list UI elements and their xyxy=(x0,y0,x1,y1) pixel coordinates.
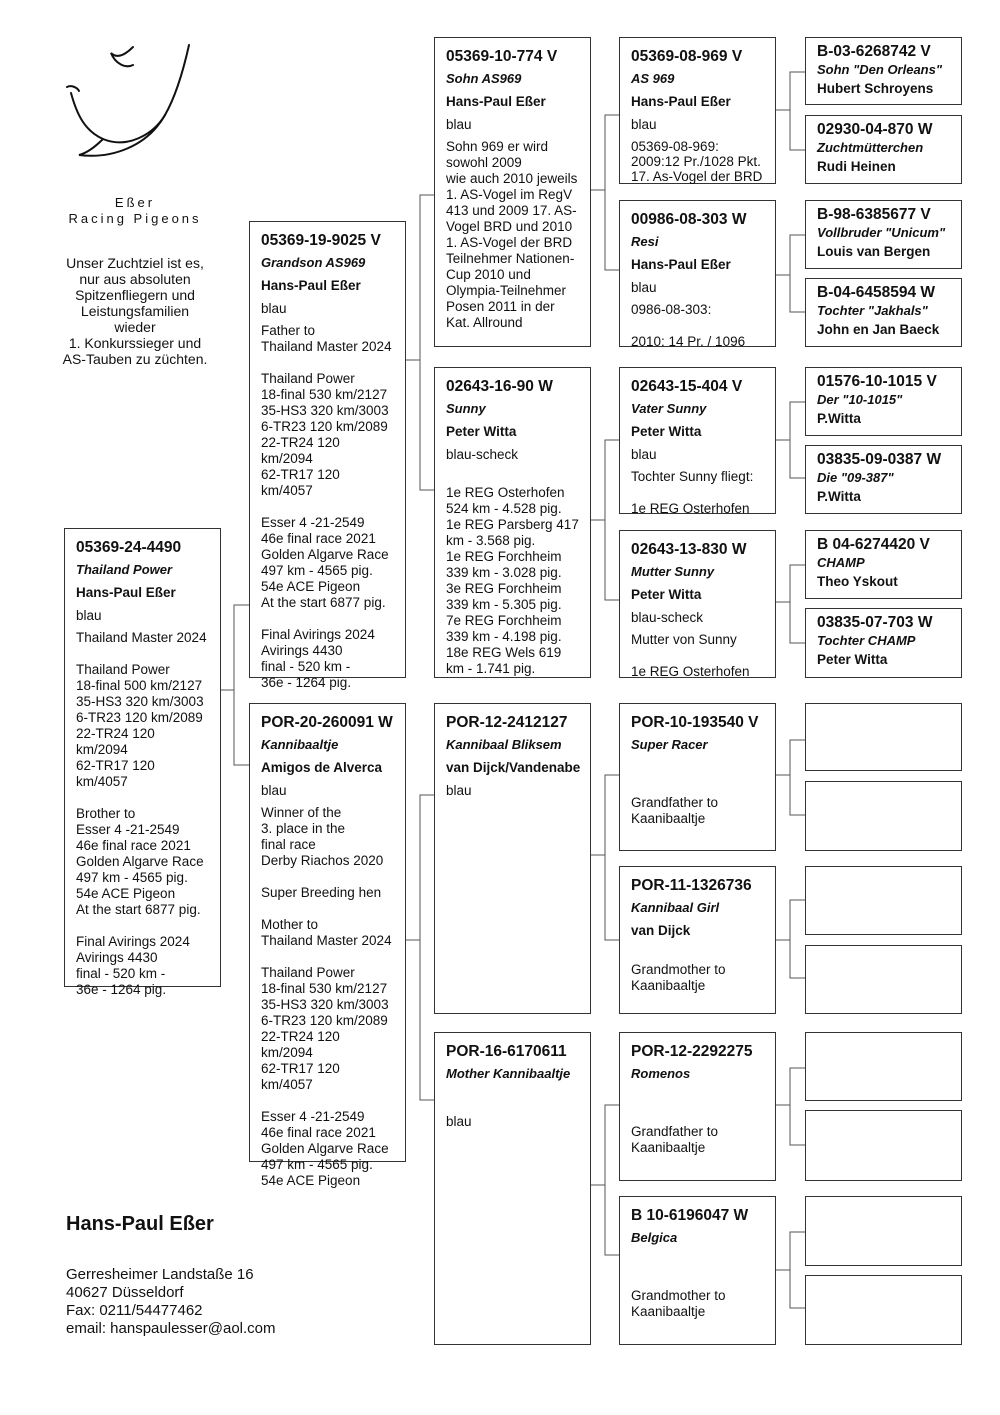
pigeon-card-ds xyxy=(434,703,591,1014)
pigeon-card-g8 xyxy=(805,608,962,678)
owner: Theo Yskout xyxy=(817,574,898,589)
color: blau xyxy=(631,117,657,132)
breeding-motto: Unser Zuchtziel ist es, nur aus absoluten Spitzenfliegern und Leistungsfamilien wieder 1. Konkurssieger und AS-Tauben zu züchten. xyxy=(62,255,208,367)
performance-info: Father to Thailand Master 2024 Thailand Power 18-final 530 km/2127 35-HS3 320 km/3003 6-TR23 120 km/2089 22-TR24 120 km/2094 62-TR17 120 km/4057 Esser 4 -21-2549 46e final race 2021 Golden Algarve Race 497 km - 4565 pig. 54e ACE Pigeon At the start 6877 pig. Final Avirings 2024 Avirings 4430 final - 520 km - 36e - 1264 pig. xyxy=(261,323,392,690)
logo-subtitle: Racing Pigeons xyxy=(68,211,202,226)
performance-info: 1e REG Osterhofen 524 km - 4.528 pig. 1e REG Parsberg 417 km - 3.568 pig. 1e REG Forchheim 339 km - 3.028 pig. 3e REG Forchheim 339 km - 5.305 pig. 7e REG Forchheim 339 km - 4.198 pig. 18e REG Wels 619 km - 1.741 pig. xyxy=(446,485,579,676)
owner: Peter Witta xyxy=(631,424,702,439)
color: blau xyxy=(631,280,657,295)
owner: Hans-Paul Eßer xyxy=(631,257,731,272)
pigeon-card-g2 xyxy=(805,115,962,184)
ring-number: POR-11-1326736 xyxy=(631,877,752,894)
owner: Peter Witta xyxy=(446,424,517,439)
ring-number: 02643-16-90 W xyxy=(446,378,553,395)
ring-number: 00986-08-303 W xyxy=(631,211,747,228)
ring-number: 03835-09-0387 W xyxy=(817,451,942,468)
breeder-name: Hans-Paul Eßer xyxy=(66,1213,214,1235)
pigeon-card-dds xyxy=(619,1032,776,1181)
ring-number: POR-10-193540 V xyxy=(631,714,759,731)
pigeon-card-subject xyxy=(64,528,221,997)
owner: Peter Witta xyxy=(631,587,702,602)
dove-logo xyxy=(55,35,205,175)
performance-info: Winner of the 3. place in the final race Derby Riachos 2020 Super Breeding hen Mother to Thailand Master 2024 Thailand Power 18-final 530 km/2127 35-HS3 320 km/3003 6-TR23 120 km/2089 22-TR24 120 km/2094 62-TR17 120 km/4057 Esser 4 -21-2549 46e final race 2021 Golden Algarve Race 497 km - 4565 pig. 54e ACE Pigeon xyxy=(261,805,392,1188)
pigeon-card-dam xyxy=(249,703,406,1188)
pigeon-card-sd xyxy=(434,367,591,678)
empty-card xyxy=(805,866,962,935)
performance-info: Thailand Master 2024 Thailand Power 18-final 500 km/2127 35-HS3 320 km/3003 6-TR23 120 km/2089 22-TR24 120 km/2094 62-TR17 120 km/4057 Brother to Esser 4 -21-2549 46e final race 2021 Golden Algarve Race 497 km - 4565 pig. 54e ACE Pigeon At the start 6877 pig. Final Avirings 2024 Avirings 4430 final - 520 km - 36e - 1264 pig. xyxy=(76,630,207,997)
ring-number: B-03-6268742 V xyxy=(817,43,931,60)
pigeon-name: Mother Kannibaaltje xyxy=(446,1066,571,1081)
owner: Louis van Bergen xyxy=(817,244,931,259)
ring-number: 05369-08-969 V xyxy=(631,48,743,65)
pigeon-name: Die "09-387" xyxy=(817,470,894,485)
color: blau xyxy=(446,783,472,798)
pigeon-card-sire xyxy=(249,221,406,690)
pigeon-card-sdd xyxy=(619,530,776,678)
ring-number: 03835-07-703 W xyxy=(817,614,933,631)
pigeon-card-g6 xyxy=(805,445,962,514)
ring-number: 02930-04-870 W xyxy=(817,121,933,138)
pigeon-name: Belgica xyxy=(631,1230,678,1245)
color: blau xyxy=(261,301,287,316)
ring-number: POR-20-260091 W xyxy=(261,714,393,731)
performance-info: Grandfather to Kaanibaaltje xyxy=(631,795,719,826)
owner: Peter Witta xyxy=(817,652,888,667)
pigeon-name: Tochter CHAMP xyxy=(817,633,916,648)
ring-number: B-98-6385677 V xyxy=(817,206,931,223)
pigeon-name: Sunny xyxy=(446,401,486,416)
ring-number: B-04-6458594 W xyxy=(817,284,936,301)
pigeon-name: Kannibaal Girl xyxy=(631,900,720,915)
breeder-address: Gerresheimer Landstaße 16 40627 Düsseldorf Fax: 0211/54477462 email: hanspaulesser@aol.com xyxy=(66,1266,276,1337)
pigeon-name: Grandson AS969 xyxy=(261,255,366,270)
pigeon-card-g3 xyxy=(805,200,962,269)
pigeon-card-ss xyxy=(434,37,591,347)
owner: John en Jan Baeck xyxy=(817,322,940,337)
owner: Hans-Paul Eßer xyxy=(76,585,176,600)
logo-name: Eßer xyxy=(114,195,156,210)
pigeon-card-sds xyxy=(619,367,776,514)
empty-card xyxy=(805,945,962,1014)
pigeon-name: Vollbruder "Unicum" xyxy=(817,225,946,240)
pigeon-name: Romenos xyxy=(631,1066,691,1081)
owner: P.Witta xyxy=(817,489,861,504)
owner: Amigos de Alverca xyxy=(261,760,383,775)
pigeon-card-sss xyxy=(619,37,776,184)
performance-info: Grandmother to Kaanibaaltje xyxy=(631,1288,726,1319)
color: blau-scheck xyxy=(446,447,519,462)
pigeon-name: Vater Sunny xyxy=(631,401,707,416)
pigeon-name: Kannibaaltje xyxy=(261,737,339,752)
ring-number: POR-12-2412127 xyxy=(446,714,568,731)
performance-info: Sohn 969 er wird sowohl 2009 wie auch 2010 jeweils 1. AS-Vogel im RegV 413 und 2009 17. AS- Vogel BRD und 2010 1. AS-Vogel der BRD Teilnehmer Nationen- Cup 2010 und Olympia-Teilnehmer Posen 2011 in der Kat. Allround xyxy=(446,139,578,330)
pigeon-name: Sohn AS969 xyxy=(446,71,522,86)
empty-card xyxy=(805,1196,962,1266)
performance-info: Grandfather to Kaanibaaltje xyxy=(631,1124,719,1155)
pigeon-card-g4 xyxy=(805,278,962,347)
color: blau xyxy=(631,447,657,462)
owner: van Dijck/Vandenabe xyxy=(446,760,581,775)
pigeon-name: Tochter "Jakhals" xyxy=(817,303,928,318)
dove-logo-icon xyxy=(55,35,205,170)
pigeon-name: Der "10-1015" xyxy=(817,392,903,407)
owner: P.Witta xyxy=(817,411,861,426)
ring-number: POR-16-6170611 xyxy=(446,1043,567,1060)
empty-card xyxy=(805,1275,962,1345)
ring-number: 05369-24-4490 xyxy=(76,539,182,556)
ring-number: 02643-15-404 V xyxy=(631,378,743,395)
color: blau xyxy=(76,608,102,623)
pigeon-name: Mutter Sunny xyxy=(631,564,715,579)
pigeon-name: CHAMP xyxy=(817,555,865,570)
ring-number: B 10-6196047 W xyxy=(631,1207,749,1224)
pigeon-name: Sohn "Den Orleans" xyxy=(817,62,943,77)
ring-number: 01576-10-1015 V xyxy=(817,373,937,390)
pigeon-name: Resi xyxy=(631,234,659,249)
pigeon-card-dsd xyxy=(619,866,776,1014)
ring-number: B 04-6274420 V xyxy=(817,536,930,553)
pigeon-name: Thailand Power xyxy=(76,562,173,577)
empty-card xyxy=(805,781,962,851)
pigeon-name: AS 969 xyxy=(631,71,675,86)
owner: Rudi Heinen xyxy=(817,159,896,174)
performance-info: 05369-08-969: 2009:12 Pr./1028 Pkt. 17. As-Vogel der BRD xyxy=(631,139,763,184)
pigeon-card-g5 xyxy=(805,367,962,436)
ring-number: 05369-10-774 V xyxy=(446,48,558,65)
color: blau xyxy=(261,783,287,798)
ring-number: 02643-13-830 W xyxy=(631,541,747,558)
owner: van Dijck xyxy=(631,923,691,938)
pigeon-card-g1 xyxy=(805,37,962,105)
ring-number: POR-12-2292275 xyxy=(631,1043,753,1060)
performance-info: Tochter Sunny fliegt: 1e REG Osterhofen xyxy=(631,469,754,516)
empty-card xyxy=(805,1032,962,1101)
ring-number: 05369-19-9025 V xyxy=(261,232,381,249)
pigeon-card-ssd xyxy=(619,200,776,347)
performance-info: Mutter von Sunny 1e REG Osterhofen xyxy=(631,632,750,679)
empty-card xyxy=(805,1110,962,1181)
owner: Hubert Schroyens xyxy=(817,81,934,96)
owner: Hans-Paul Eßer xyxy=(631,94,731,109)
pigeon-card-dd xyxy=(434,1032,591,1345)
pigeon-card-ddd xyxy=(619,1196,776,1345)
performance-info: Grandmother to Kaanibaaltje xyxy=(631,962,726,993)
performance-info: 0986-08-303: 2010: 14 Pr. / 1096 xyxy=(631,302,746,349)
pigeon-card-g7 xyxy=(805,530,962,599)
empty-card xyxy=(805,703,962,771)
color: blau xyxy=(446,1114,472,1129)
pigeon-name: Kannibaal Bliksem xyxy=(446,737,562,752)
pigeon-card-dss xyxy=(619,703,776,851)
pigeon-name: Super Racer xyxy=(631,737,708,752)
owner: Hans-Paul Eßer xyxy=(261,278,361,293)
color: blau-scheck xyxy=(631,610,704,625)
owner: Hans-Paul Eßer xyxy=(446,94,546,109)
color: blau xyxy=(446,117,472,132)
pigeon-name: Zuchtmütterchen xyxy=(817,140,924,155)
